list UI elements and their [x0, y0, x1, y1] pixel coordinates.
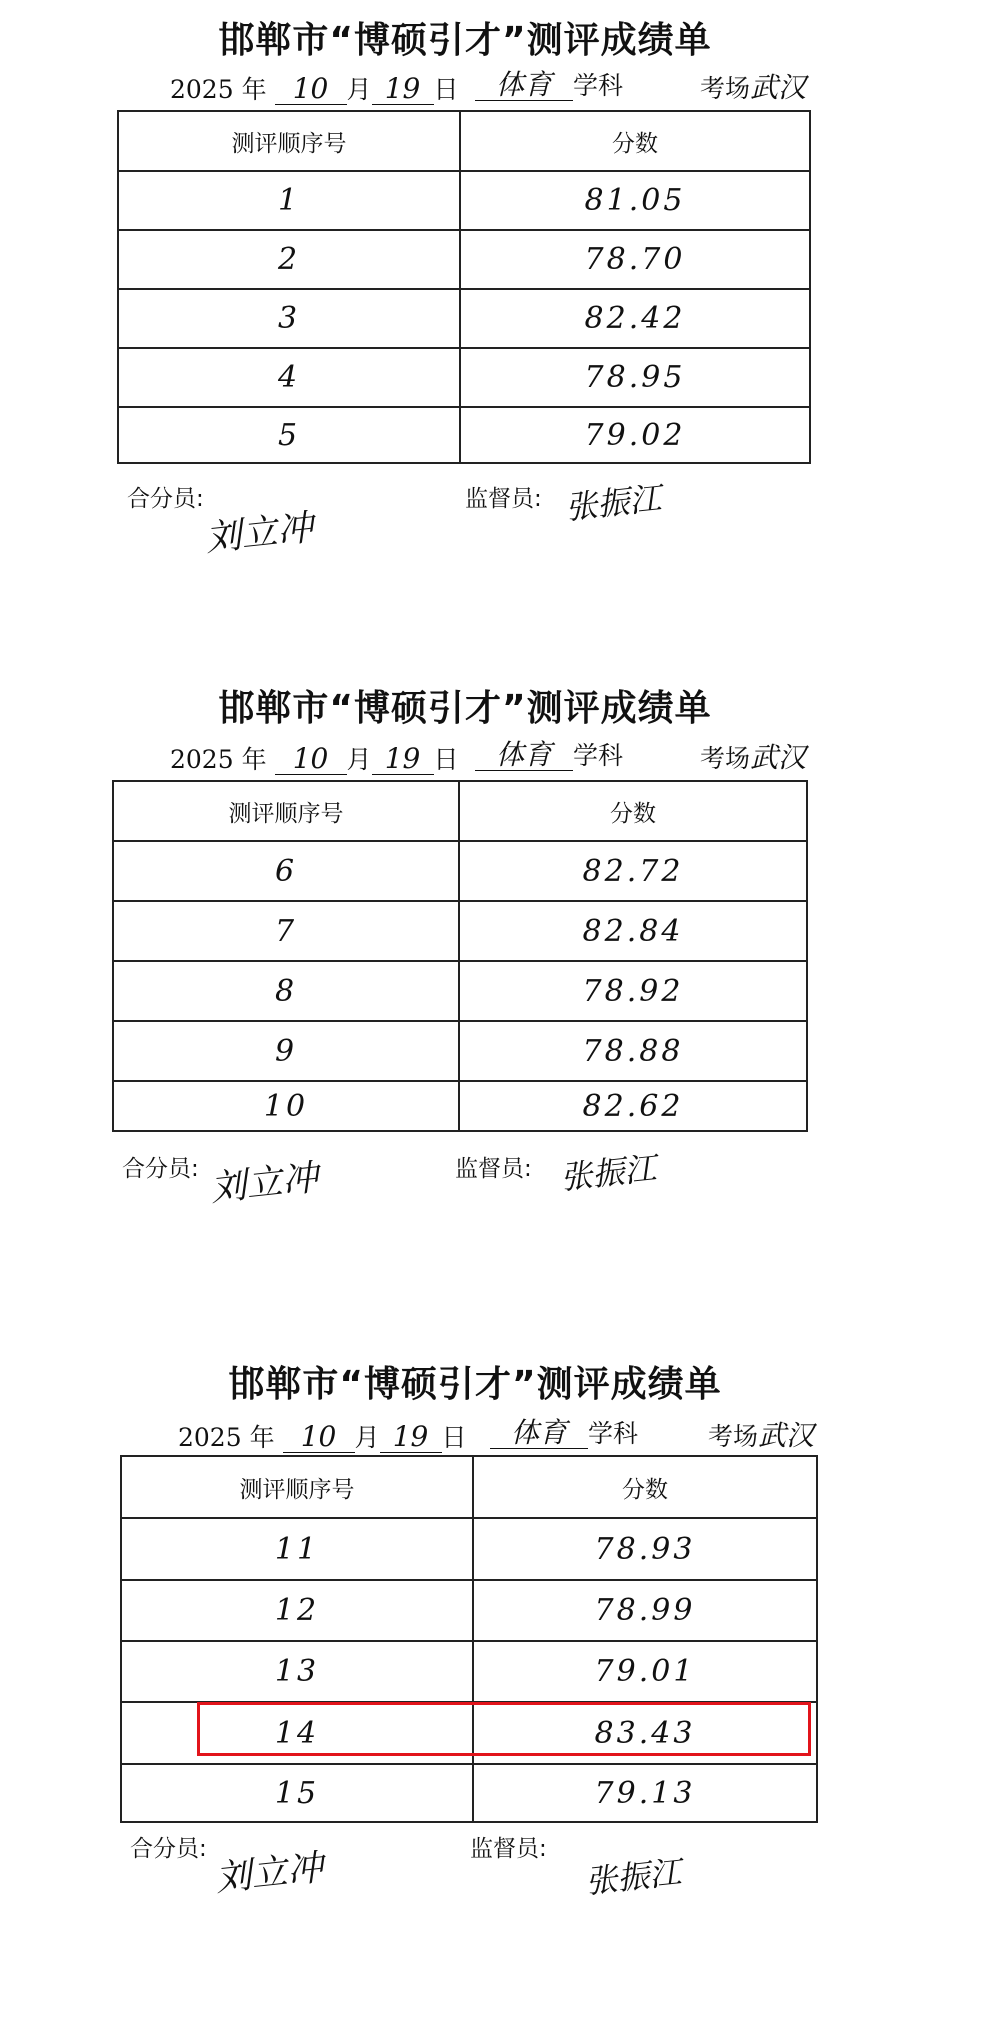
subject-label: 学科: [588, 1419, 639, 1448]
order-cell: 6: [113, 841, 459, 901]
order-cell: 9: [113, 1021, 459, 1081]
venue-line: [708, 1414, 814, 1454]
col-score-header: 分数: [473, 1456, 817, 1518]
order-cell: 15: [121, 1764, 473, 1822]
score-cell: 78.92: [459, 961, 807, 1021]
table-row: [121, 1580, 817, 1641]
table-row: [121, 1641, 817, 1702]
day-value: 19: [372, 744, 434, 775]
sheet-title: 邯郸市“博硕引才”测评成绩单: [218, 688, 712, 729]
order-cell: 14: [121, 1702, 473, 1764]
score-cell: 79.13: [473, 1764, 817, 1822]
supervisor-label: 监督员:: [465, 486, 542, 512]
day-label: 日: [433, 745, 459, 774]
venue-value: 武汉: [750, 741, 807, 774]
col-order-header: 测评顺序号: [118, 111, 460, 171]
score-cell: 78.93: [473, 1518, 817, 1580]
scorer-signature: 刘立冲: [208, 1157, 321, 1210]
month-value: 10: [275, 744, 347, 775]
venue-label: 考场: [700, 74, 751, 103]
day-value: 19: [372, 74, 434, 105]
year-label: 2025 年: [178, 1423, 275, 1452]
day-label: 日: [433, 75, 459, 104]
supervisor-signature: 张振江: [558, 1149, 658, 1197]
score-cell: 82.84: [459, 901, 807, 961]
scorer-label: 合分员:: [130, 1836, 207, 1862]
subject-label: 学科: [573, 71, 624, 100]
order-cell: 5: [118, 407, 460, 463]
day-label: 日: [441, 1423, 467, 1452]
score-cell: 83.43: [473, 1702, 817, 1764]
month-label: 月: [346, 75, 372, 104]
score-cell: 78.99: [473, 1580, 817, 1641]
table-row: [121, 1518, 817, 1580]
venue-label: 考场: [700, 744, 751, 773]
subject-label: 学科: [573, 741, 624, 770]
score-cell: 82.62: [459, 1081, 807, 1131]
date-line: [178, 1418, 467, 1454]
score-cell: 78.88: [459, 1021, 807, 1081]
month-value: 10: [283, 1422, 355, 1453]
score-cell: 78.95: [460, 348, 810, 407]
score-cell: 82.42: [460, 289, 810, 348]
supervisor-signature: 张振江: [583, 1853, 683, 1901]
month-value: 10: [275, 74, 347, 105]
subject-value: 体育: [490, 1418, 588, 1449]
month-label: 月: [354, 1423, 380, 1452]
col-score-header: 分数: [459, 781, 807, 841]
score-cell: 79.02: [460, 407, 810, 463]
day-value: 19: [380, 1422, 442, 1453]
supervisor-signature: 张振江: [563, 479, 663, 527]
venue-value: 武汉: [758, 1419, 815, 1452]
subject-value: 体育: [475, 740, 573, 771]
score-cell: 79.01: [473, 1641, 817, 1702]
order-cell: 3: [118, 289, 460, 348]
col-order-header: 测评顺序号: [113, 781, 459, 841]
table-row: [121, 1764, 817, 1822]
supervisor-label: 监督员:: [470, 1836, 547, 1862]
order-cell: 4: [118, 348, 460, 407]
year-label: 2025 年: [170, 75, 267, 104]
subject-line: [490, 1414, 638, 1450]
col-score-header: 分数: [460, 111, 810, 171]
order-cell: 2: [118, 230, 460, 289]
subject-value: 体育: [475, 70, 573, 101]
venue-value: 武汉: [750, 71, 807, 104]
scorer-label: 合分员:: [122, 1156, 199, 1182]
score-cell: 81.05: [460, 171, 810, 230]
month-label: 月: [346, 745, 372, 774]
order-cell: 13: [121, 1641, 473, 1702]
scorer-label: 合分员:: [127, 486, 204, 512]
col-order-header: 测评顺序号: [121, 1456, 473, 1518]
scorer-signature: 刘立冲: [203, 507, 316, 560]
order-cell: 1: [118, 171, 460, 230]
sheet-title: 邯郸市“博硕引才”测评成绩单: [218, 20, 712, 61]
scorer-signature: 刘立冲: [213, 1847, 326, 1900]
supervisor-label: 监督员:: [455, 1156, 532, 1182]
order-cell: 10: [113, 1081, 459, 1131]
venue-label: 考场: [708, 1422, 759, 1451]
sheet-title: 邯郸市“博硕引才”测评成绩单: [228, 1364, 722, 1405]
score-cell: 82.72: [459, 841, 807, 901]
score-table: [120, 1455, 818, 1823]
score-cell: 78.70: [460, 230, 810, 289]
order-cell: 7: [113, 901, 459, 961]
highlight-box: [197, 1702, 811, 1756]
order-cell: 8: [113, 961, 459, 1021]
order-cell: 12: [121, 1580, 473, 1641]
order-cell: 11: [121, 1518, 473, 1580]
year-label: 2025 年: [170, 745, 267, 774]
